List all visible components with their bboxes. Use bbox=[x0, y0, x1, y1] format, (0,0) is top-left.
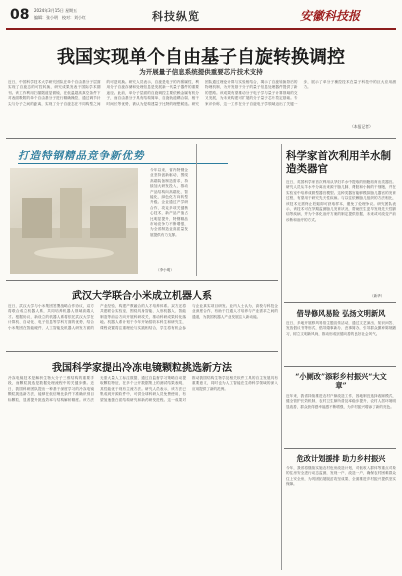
masthead-logo: 安徽科技报 bbox=[300, 9, 361, 23]
sidebar-byline-one: （新华） bbox=[370, 294, 385, 298]
column-divider bbox=[196, 144, 197, 276]
lead-body bbox=[8, 80, 396, 134]
article-two-divider bbox=[6, 351, 278, 352]
sidebar-headline-four: 危改计划援排 助力乡村振兴 bbox=[296, 454, 386, 463]
sidebar-body-one: 近日，英国科学家首次利用从孕妇羊水中提取的细胞培育出类器官。研究人员从羊水中分离出来源于胎儿肺、肾脏和小肠的干细胞，并在实验室中培养成微型器官模型。这种类器官能够模拟胎儿器官的发育过程，有望用于研究先天性疾病。与以往依赖胎儿组织的方法相比，该技术无需终止妊娠即可获取样本，避免了伦理争议。研究团队表示，该技术可在孕期监测胎儿发育状况，帮助医生更早发现先天性膈疝等疾病，并为个体化治疗方案的制定提供依据，未来或可改变产前诊断和治疗的方式。 bbox=[286, 180, 396, 222]
article-three-text: 冷冻电镜技术是解析生物大分子三维结构的重要手段，而颗粒挑选是数据处理流程中的关键步骤。近日，我国科研团队提出一种基于深度学习的冷冻电镜颗粒挑选新方法，能够在低信噪比条件下准确识别目标颗粒，显著提升挑选效率与结构解析精度。该方法无需大量人工标注数据，通过自监督学习策略自动提取颗粒特征，在多个公开数据集上的测试结果表明，其性能优于现有主流方法。研究人员表示，该方法已集成到开源软件中，可供全球科研人员免费使用，有望加速蛋白质结构研究和新药研发进程。这一成果对推动我国结构生物学及相关软件工具的自主发展具有重要意义，同时也为人工智能在生命科学领域的深入应用提供了新的范例。 bbox=[8, 376, 278, 402]
article-three-body bbox=[8, 376, 278, 568]
sidebar-body-two: 近日，多地开展移风易俗主题宣传活动，通过文艺演出、知识问答、发放倡议书等形式，倡导婚事新办、丧事简办，引导群众摒弃陈规陋习，树立文明新风尚，推动形成崇德向善的良好社会风气。 bbox=[286, 321, 396, 336]
page-number: 08 bbox=[10, 7, 30, 23]
sidebar-divider-three bbox=[284, 448, 396, 449]
feature-byline: （李小明） bbox=[156, 268, 174, 272]
sidebar-divider-one bbox=[284, 302, 396, 303]
lead-byline: （本报记者） bbox=[350, 124, 373, 129]
editor-line: 编辑：张小明 校对：刘小红 bbox=[34, 15, 86, 20]
sidebar-body-three: 近年来，我省持续推进农村户厕改造工作，因地制宜选择改厕模式，健全管护长效机制，农村卫生厕所普及率稳步提升，农村人居环境明显改善，群众获得感幸福感不断增强，为乡村振兴增添了新的亮色。 bbox=[286, 394, 396, 409]
article-two-text: 近日，武汉大学与小米集团签署战略合作协议，双方将联合成立机器人系，共同培养机器人领域高端人才。根据协议，新设立的机器人系将依托武汉大学在计算机、自动化、电子信息等学科方面的优势，结合小米集团在智能硬件、人工智能及机器人研发方面的产业经验，构建产教融合的人才培养体系。双方还将共建联合实验室，围绕具身智能、人形机器人、智能制造等前沿方向开展科研攻关，推动科研成果转化落地。机器人系计划于今年开始招收本科生和研究生，课程设置将注重理论与实践相结合，学生将有机会参与企业真实项目研发。业内人士认为，高校与科技企业深度合作，有助于打通人才培养与产业需求之间的通道，为我国机器人产业发展注入新动能。 bbox=[8, 304, 278, 330]
article-two-body bbox=[8, 304, 278, 348]
sidebar-divider bbox=[281, 144, 282, 570]
feature-body: 今年以来，省内特钢企业坚持创新驱动，围绕高端装备制造需求，持续加大研发投入，推动产品结构向高端化、智能化、绿色化方向转型升级。企业通过产学研合作，攻克多项关键核心技术，新产品产值占比明显提升，特钢精品市场竞争力不断增强，为全省制造业高质量发展提供有力支撑。 bbox=[150, 168, 188, 237]
feature-photo bbox=[10, 168, 138, 274]
masthead-bar bbox=[0, 0, 402, 28]
feature-divider bbox=[6, 280, 278, 281]
sidebar-body-four: 今年，我省将继续实施农村危房改造计划，对低收入群体等重点对象的住房安全进行动态监测，发现一户、改造一户，确保农村困难群众住上安全房，为巩固拓展脱贫攻坚成果、全面推进乡村振兴提供坚实保障。 bbox=[286, 466, 396, 487]
feature-photo-graphic bbox=[10, 168, 138, 274]
lead-body-text: 近日，中国科学技术大学研究团队在单个自由基分子层面实现了自旋态的可控转换，研究成果发表于国际学术期刊。该工作利用扫描隧道显微镜，在低温超高真空条件下对表面吸附的单个自由基分子进行精确操控，通过调节针尖与分子之间的距离，实现了分子自旋态在不同构型之间的可逆切换。研究人员表示，自旋是电子的内禀属性，利用分子自旋存储和处理信息是发展新一代量子器件的重要途径。此前，单分子层面的自旋调控主要依赖金属有机分子，而自由基分子具有结构简单、自旋轨道耦合弱、相干时间长等优势，被认为是构建量子比特的理想候选。研究团队通过理论计算与实验相结合，揭示了自旋转换背后的物理机制，为开发基于分子的量子信息处理器件提供了新的思路。该成果有望推动分子电子学与量子计算领域的交叉发展，为未来构建可扩展的分子量子芯片奠定基础。专家评价称，这一工作在分子自旋电子学领域迈出了关键一步，展示了单分子操控技术在量子科技中的巨大应用潜力。 bbox=[8, 80, 396, 106]
lead-subheadline: 为开展量子信息系统提供重要芯片技术支持 bbox=[139, 68, 263, 76]
lead-headline: 我国实现单个自由基子自旋转换调控 bbox=[57, 47, 345, 68]
sidebar-headline-three: “小厕改”添彩乡村振兴“大文章” bbox=[295, 372, 387, 390]
section-name: 科技纵览 bbox=[152, 10, 200, 23]
header-rule bbox=[6, 28, 396, 30]
date-line: 2024年3月15日 星期五 bbox=[34, 8, 78, 13]
sidebar-headline-two: 借导修风易险 弘扬文明新风 bbox=[296, 309, 386, 318]
banner-title: 打造特钢精品竞争新优势 bbox=[18, 150, 145, 162]
feature-text-box bbox=[150, 168, 188, 276]
sidebar-headline-one: 科学家首次利用羊水制造类器官 bbox=[286, 150, 391, 175]
article-three-headline: 我国科学家提出冷冻电镜颗粒挑选新方法 bbox=[52, 363, 232, 374]
sidebar-divider-two bbox=[284, 366, 396, 367]
article-two-headline: 武汉大学联合小米成立机器人系 bbox=[72, 291, 212, 302]
lead-divider bbox=[6, 138, 396, 139]
